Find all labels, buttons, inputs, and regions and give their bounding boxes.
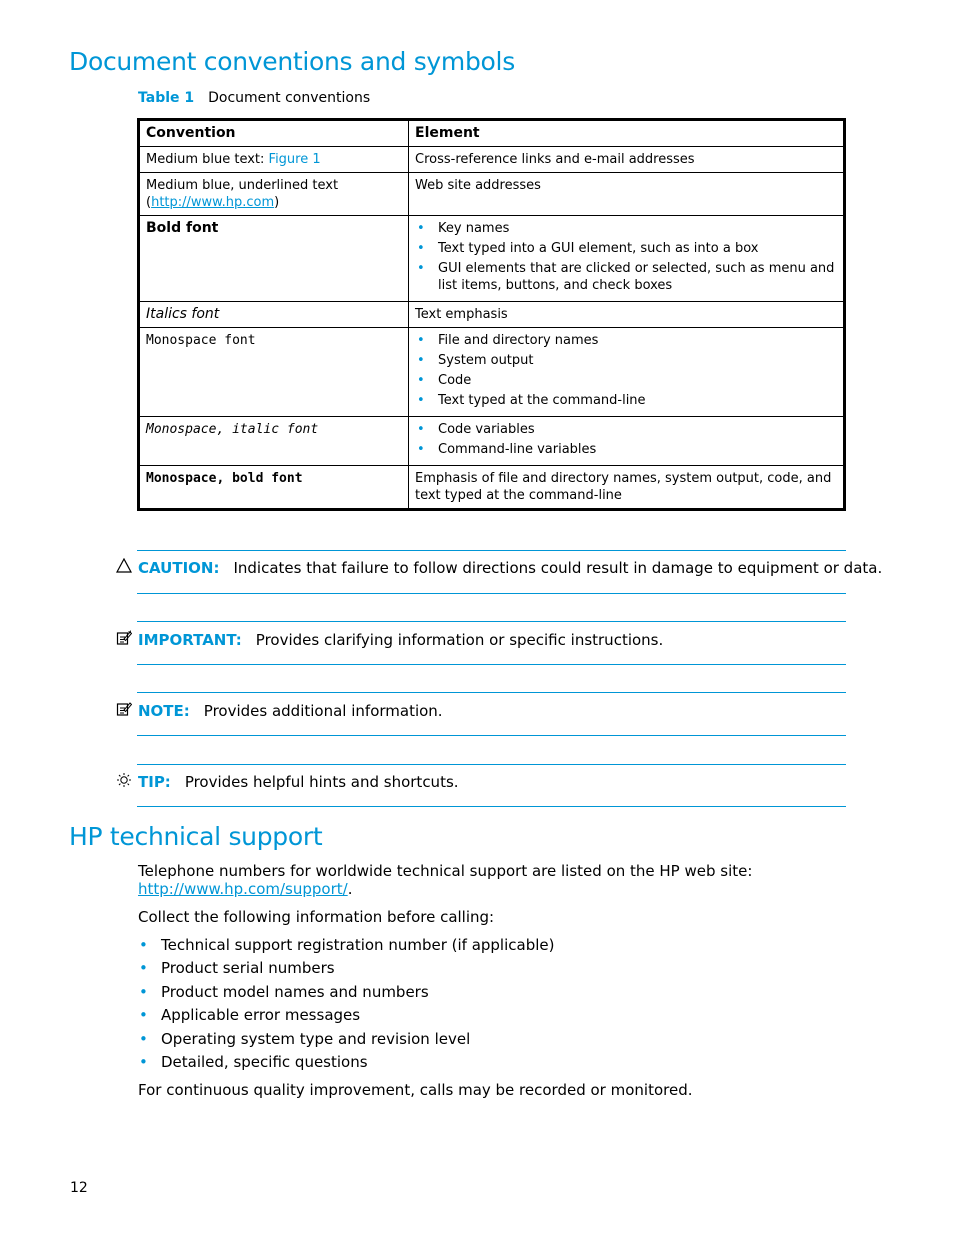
table-row [139, 216, 845, 302]
convention-text: Medium blue, underlined text [146, 178, 339, 193]
section-title-conventions: Document conventions and symbols [69, 47, 515, 76]
closing-text: For continuous quality improvement, calls may be recorded or monitored. [138, 1081, 693, 1099]
note-text: Provides additional information. [203, 702, 443, 720]
table-row [139, 466, 845, 510]
convention-cell [139, 417, 409, 466]
list-item: • Key names [415, 220, 837, 237]
list-item: • Product model names and numbers [138, 983, 554, 1006]
list-item: • Text typed into a GUI element, such as into a box [415, 240, 837, 257]
convention-cell: Italics font [139, 302, 409, 328]
table-row [139, 328, 845, 417]
convention-text: Monospace, bold font [146, 471, 303, 486]
convention-cell: Bold font [139, 216, 409, 302]
list-item: • Operating system type and revision level [138, 1030, 554, 1053]
table-caption [138, 90, 370, 106]
table-row [139, 173, 845, 216]
caution-notice [116, 558, 882, 577]
table-title: Document conventions [208, 90, 371, 106]
lightbulb-icon [116, 772, 134, 792]
list-item: • System output [415, 352, 837, 369]
table-label: Table 1 [138, 90, 195, 106]
table-row [139, 302, 845, 328]
convention-cell [139, 328, 409, 417]
tip-label: TIP: [138, 773, 171, 791]
tip-text: Provides helpful hints and shortcuts. [184, 773, 459, 791]
notice-rule [137, 692, 846, 693]
important-label: IMPORTANT: [138, 631, 242, 649]
section-title-support: HP technical support [69, 822, 323, 851]
table-header-row [139, 120, 845, 147]
element-cell: Cross-reference links and e-mail addresses [409, 147, 845, 173]
list-item: • Detailed, specific questions [138, 1053, 554, 1076]
support-url-link[interactable]: http://www.hp.com/support/ [138, 880, 348, 898]
element-list [415, 421, 837, 458]
list-item: • Product serial numbers [138, 959, 554, 982]
header-convention: Convention [139, 120, 409, 147]
notice-rule [137, 621, 846, 622]
notice-rule [137, 664, 846, 665]
notice-rule [137, 593, 846, 594]
element-cell [409, 417, 845, 466]
list-item: • Code variables [415, 421, 837, 438]
intro-text: Telephone numbers for worldwide technical support are listed on the HP web site: [138, 862, 753, 880]
hp-url-link[interactable]: http://www.hp.com [151, 195, 275, 210]
caution-text: Indicates that failure to follow directions could result in damage to equipment or data. [233, 558, 883, 577]
convention-text: Monospace, italic font [146, 422, 319, 437]
conventions-table [137, 118, 846, 511]
list-item: • Technical support registration number (if applicable) [138, 936, 554, 959]
element-cell: Text emphasis [409, 302, 845, 328]
notice-rule [137, 806, 846, 807]
tip-notice [116, 772, 459, 792]
list-item: • Text typed at the command-line [415, 392, 837, 409]
convention-text: Medium blue text: [146, 152, 269, 167]
paren-open: ( [146, 195, 152, 210]
table-row [139, 147, 845, 173]
element-cell [409, 328, 845, 417]
important-text: Provides clarifying information or specific instructions. [255, 631, 664, 649]
element-cell: Emphasis of file and directory names, system output, code, and text typed at the command-line [409, 466, 845, 510]
header-element: Element [409, 120, 845, 147]
list-item: • File and directory names [415, 332, 837, 349]
collect-text: Collect the following information before calling: [138, 908, 495, 926]
note-label: NOTE: [138, 702, 190, 720]
notice-rule [137, 764, 846, 765]
element-list [415, 332, 837, 409]
notice-rule [137, 550, 846, 551]
convention-cell [139, 173, 409, 216]
element-cell [409, 216, 845, 302]
notice-rule [137, 735, 846, 736]
important-notice [116, 630, 663, 650]
caution-triangle-icon [116, 558, 134, 577]
support-info-list [138, 936, 554, 1076]
list-item: • Command-line variables [415, 441, 837, 458]
support-intro [138, 862, 752, 898]
figure-link[interactable]: Figure 1 [268, 152, 321, 167]
caution-label: CAUTION: [138, 558, 220, 577]
convention-cell [139, 147, 409, 173]
list-item: • GUI elements that are clicked or selected, such as menu and list items, buttons, and check boxes [415, 260, 837, 294]
paren-close: ) [274, 195, 280, 210]
element-list [415, 220, 837, 294]
table-row [139, 417, 845, 466]
convention-cell [139, 466, 409, 510]
intro-period: . [347, 880, 353, 898]
page-number: 12 [70, 1180, 88, 1196]
list-item: • Applicable error messages [138, 1006, 554, 1029]
convention-text: Monospace font [146, 333, 256, 348]
note-notice [116, 701, 443, 721]
list-item: • Code [415, 372, 837, 389]
note-icon [116, 701, 134, 721]
important-note-icon [116, 630, 134, 650]
element-cell: Web site addresses [409, 173, 845, 216]
